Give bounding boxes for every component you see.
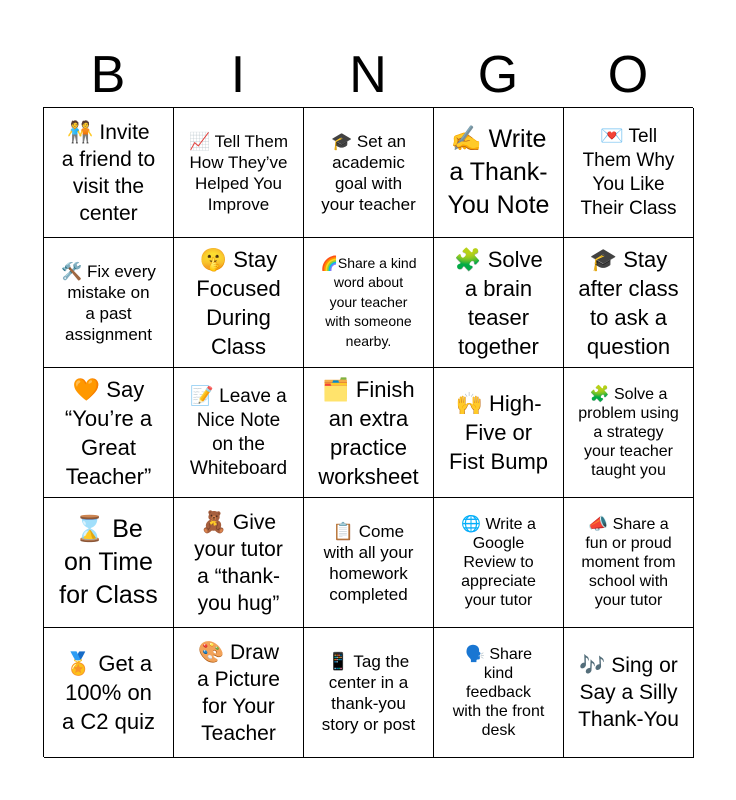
bingo-cell[interactable] xyxy=(174,628,304,758)
bingo-cell[interactable] xyxy=(44,628,174,758)
cell-text: 🧩 Solve a brain teaser together xyxy=(454,246,543,359)
bingo-cell[interactable] xyxy=(304,238,434,368)
cell-text: 🎨 Draw a Picture for Your Teacher xyxy=(197,640,280,745)
bingo-cell[interactable] xyxy=(564,108,694,238)
cell-text: 🧡 Say “You’re a Great Teacher” xyxy=(64,376,153,489)
header-letter-b: B xyxy=(90,46,126,104)
cell-text: 📋 Come with all your homework completed xyxy=(323,521,414,604)
cell-text: 📣 Share a fun or proud moment from school with your tutor xyxy=(581,516,676,609)
cell-text: 🧑‍🤝‍🧑 Invite a friend to visit the center xyxy=(61,120,156,225)
cell-text: 🗣️ Share kind feedback with the front desk xyxy=(452,646,545,739)
bingo-cell[interactable] xyxy=(564,498,694,628)
bingo-cell[interactable] xyxy=(174,368,304,498)
bingo-cell[interactable] xyxy=(434,238,564,368)
cell-text: 🛠️ Fix every mistake on a past assignment xyxy=(61,261,156,344)
header-letter-i: I xyxy=(230,46,246,104)
cell-text: 🗂️ Finish an extra practice worksheet xyxy=(318,376,419,489)
cell-text: 🏅 Get a 100% on a C2 quiz xyxy=(62,651,155,734)
cell-text: ⌛ Be on Time for Class xyxy=(59,515,158,609)
bingo-cell[interactable] xyxy=(44,238,174,368)
bingo-cell[interactable] xyxy=(304,368,434,498)
bingo-cell[interactable] xyxy=(434,108,564,238)
bingo-cell[interactable] xyxy=(44,498,174,628)
cell-text: 🙌 High- Five or Fist Bump xyxy=(448,391,549,474)
cell-text: 📝 Leave a Nice Note on the Whiteboard xyxy=(189,385,288,479)
bingo-cell[interactable] xyxy=(564,628,694,758)
bingo-cell[interactable] xyxy=(564,368,694,498)
cell-text: 🌈Share a kind word about your teacher with someone nearby. xyxy=(320,254,417,349)
bingo-cell[interactable] xyxy=(304,498,434,628)
bingo-board xyxy=(43,107,693,757)
cell-text: 📱 Tag the center in a thank-you story or post xyxy=(321,651,416,734)
cell-text: 📈 Tell Them How They’ve Helped You Improve xyxy=(189,131,288,214)
bingo-header xyxy=(43,48,693,102)
cell-text: 🎶 Sing or Say a Silly Thank-You xyxy=(578,654,679,731)
header-letter-o: O xyxy=(607,46,649,104)
bingo-cell[interactable] xyxy=(174,238,304,368)
cell-text: 🎓 Stay after class to ask a question xyxy=(578,246,679,359)
cell-text: 🤫 Stay Focused During Class xyxy=(196,246,281,359)
bingo-cell[interactable] xyxy=(44,108,174,238)
cell-text: 🧸 Give your tutor a “thank- you hug” xyxy=(194,510,283,615)
bingo-cell[interactable] xyxy=(434,498,564,628)
cell-text: 🧩 Solve a problem using a strategy your teacher taught you xyxy=(578,386,679,479)
cell-text: 🌐 Write a Google Review to appreciate your tutor xyxy=(461,516,536,609)
bingo-cell[interactable] xyxy=(304,628,434,758)
bingo-cell[interactable] xyxy=(434,368,564,498)
cell-text: ✍️ Write a Thank- You Note xyxy=(447,125,550,219)
header-letter-n: N xyxy=(349,46,387,104)
bingo-cell[interactable] xyxy=(174,108,304,238)
bingo-cell[interactable] xyxy=(174,498,304,628)
cell-text: 🎓 Set an academic goal with your teacher xyxy=(321,131,416,214)
bingo-cell[interactable] xyxy=(434,628,564,758)
bingo-cell[interactable] xyxy=(44,368,174,498)
bingo-cell[interactable] xyxy=(564,238,694,368)
cell-text: 💌 Tell Them Why You Like Their Class xyxy=(580,125,677,219)
header-letter-g: G xyxy=(477,46,519,104)
bingo-cell[interactable] xyxy=(304,108,434,238)
